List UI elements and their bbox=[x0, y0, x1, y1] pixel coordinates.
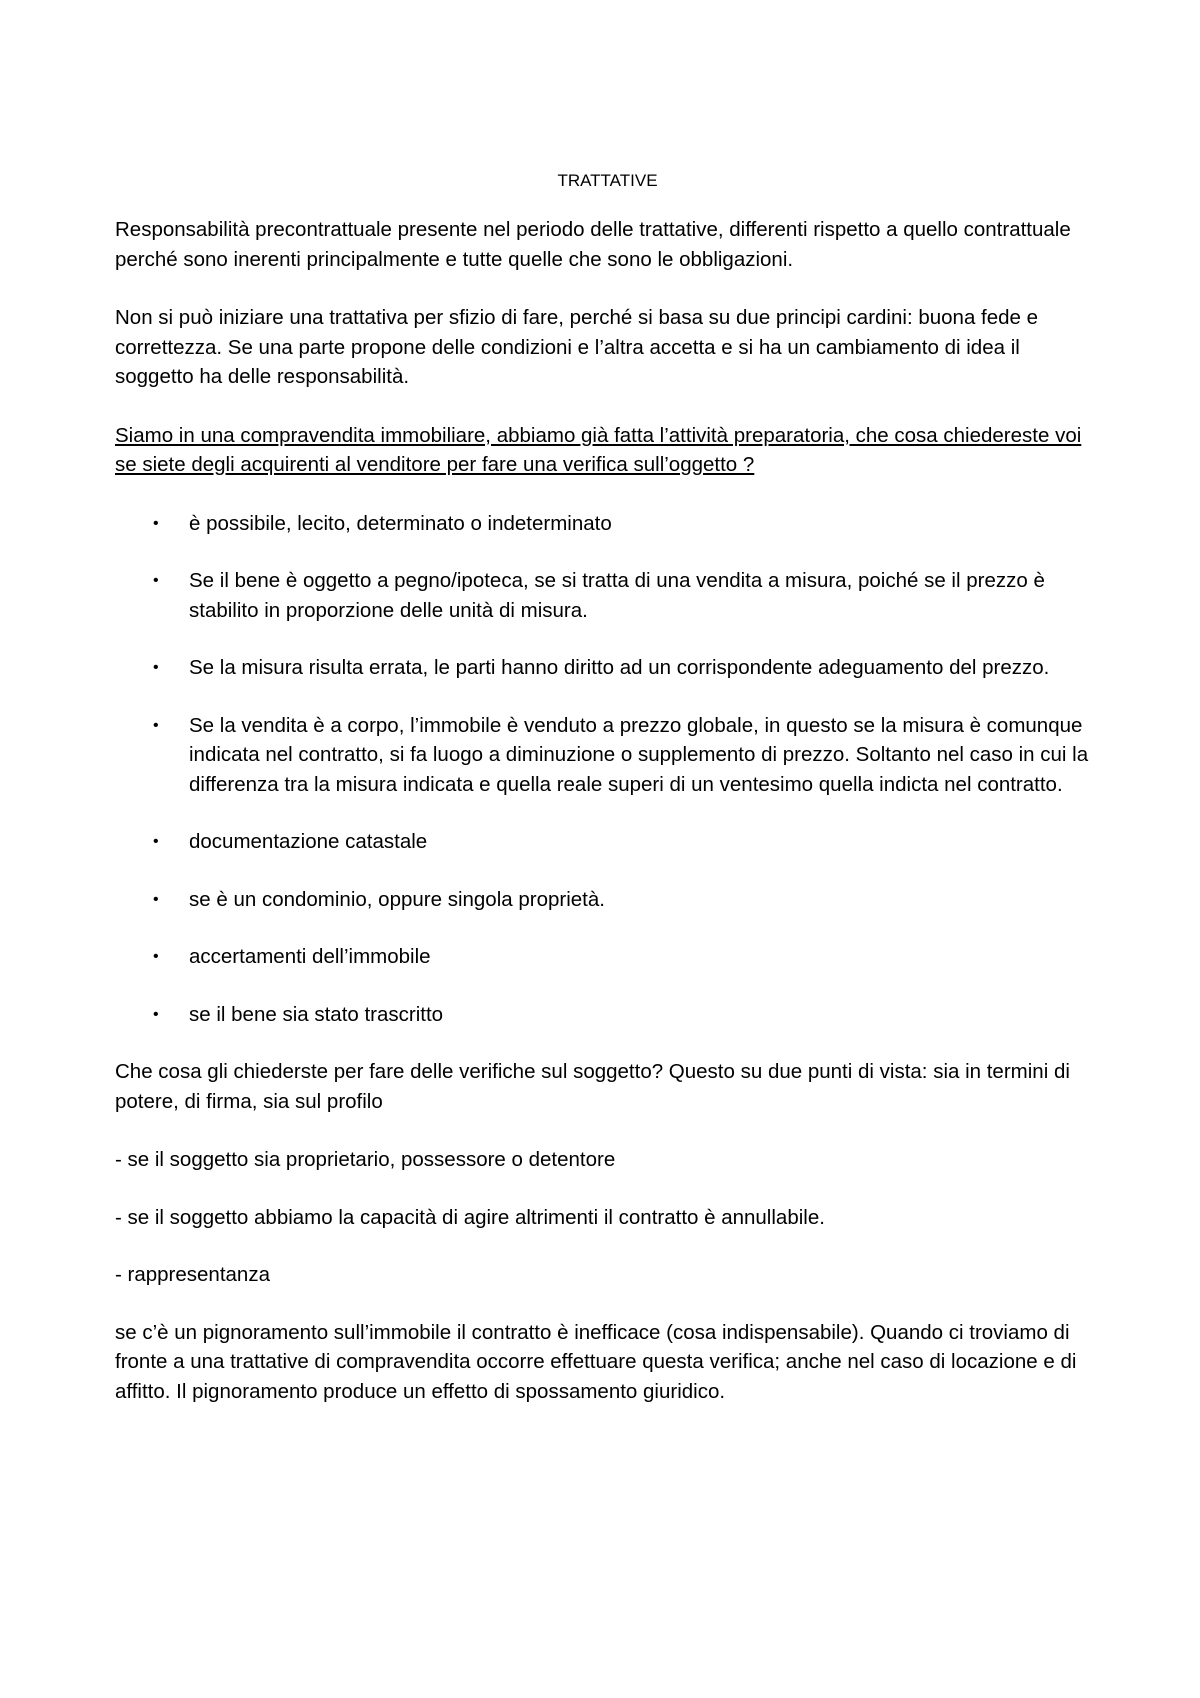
bullet-icon: • bbox=[153, 890, 159, 908]
object-question: Siamo in una compravendita immobiliare, abbiamo già fatta l’attività preparatoria, che cosa chiedereste voi se siete degli acquirenti al venditore per fare una verifica sull’oggetto ? bbox=[115, 423, 1082, 476]
list-item bbox=[115, 1000, 1100, 1030]
bullet-icon: • bbox=[153, 833, 159, 850]
list-item bbox=[115, 711, 1100, 800]
list-item bbox=[115, 942, 1100, 972]
list-item bbox=[115, 653, 1100, 683]
closing-paragraph: se c’è un pignoramento sull’immobile il contratto è inefficace (cosa indispensabile). Quando ci troviamo di fronte a una trattative di compravendita occorre effettuare questa verifica; anche nel caso di locazione e di affitto. Il pignoramento produce un effetto di spossamento giuridico. bbox=[115, 1320, 1077, 1403]
document-body bbox=[115, 170, 1100, 1435]
subject-check-item: - se il soggetto abbiamo la capacità di agire altrimenti il contratto è annullabile. bbox=[115, 1205, 825, 1229]
object-checklist bbox=[115, 509, 1100, 1030]
bullet-icon: • bbox=[153, 716, 159, 734]
list-item bbox=[115, 827, 1100, 857]
intro-paragraph-1: Responsabilità precontrattuale presente nel periodo delle trattative, differenti rispetto a quello contrattuale perché sono inerenti principalmente e tutte quelle che sono le obbligazioni. bbox=[115, 218, 1071, 271]
document-title: TRATTATIVE bbox=[557, 171, 658, 190]
list-item-text: Se il bene è oggetto a pegno/ipoteca, se si tratta di una vendita a misura, poiché se il prezzo è stabilito in proporzione delle unità di misura. bbox=[189, 569, 1045, 622]
list-item-text: è possibile, lecito, determinato o indeterminato bbox=[189, 511, 612, 535]
bullet-icon: • bbox=[153, 572, 159, 589]
intro-paragraph-2: Non si può iniziare una trattativa per sfizio di fare, perché si basa su due principi cardini: buona fede e correttezza. Se una parte propone delle condizioni e l’altra accetta e si ha un cambiamento di idea il soggetto ha delle responsabilità. bbox=[115, 306, 1039, 388]
subject-check-item: - rappresentanza bbox=[115, 1263, 270, 1286]
bullet-icon: • bbox=[153, 948, 159, 965]
list-item-text: documentazione catastale bbox=[189, 830, 428, 853]
list-item-text: se è un condominio, oppure singola proprietà. bbox=[189, 887, 605, 911]
list-item bbox=[115, 566, 1100, 625]
bullet-icon: • bbox=[153, 1005, 159, 1023]
list-item-text: accertamenti dell’immobile bbox=[189, 945, 431, 968]
list-item-text: Se la misura risulta errata, le parti hanno diritto ad un corrispondente adeguamento del prezzo. bbox=[189, 656, 1050, 679]
list-item-text: Se la vendita è a corpo, l’immobile è venduto a prezzo globale, in questo se la misura è comunque indicata nel contratto, si fa luogo a diminuzione o supplemento di prezzo. Soltanto nel caso in cui la differenza tra la misura indicata e quella reale superi di un ventesimo quella indicta nel contratto. bbox=[189, 713, 1089, 796]
subject-check-item: - se il soggetto sia proprietario, possessore o detentore bbox=[115, 1148, 616, 1171]
list-item-text: se il bene sia stato trascritto bbox=[189, 1002, 444, 1026]
bullet-icon: • bbox=[153, 659, 159, 676]
subject-question: Che cosa gli chiederste per fare delle verifiche sul soggetto? Questo su due punti di vista: sia in termini di potere, di firma, sia sul profilo bbox=[115, 1060, 1070, 1113]
list-item bbox=[115, 885, 1100, 915]
list-item bbox=[115, 509, 1100, 539]
bullet-icon: • bbox=[153, 514, 159, 532]
